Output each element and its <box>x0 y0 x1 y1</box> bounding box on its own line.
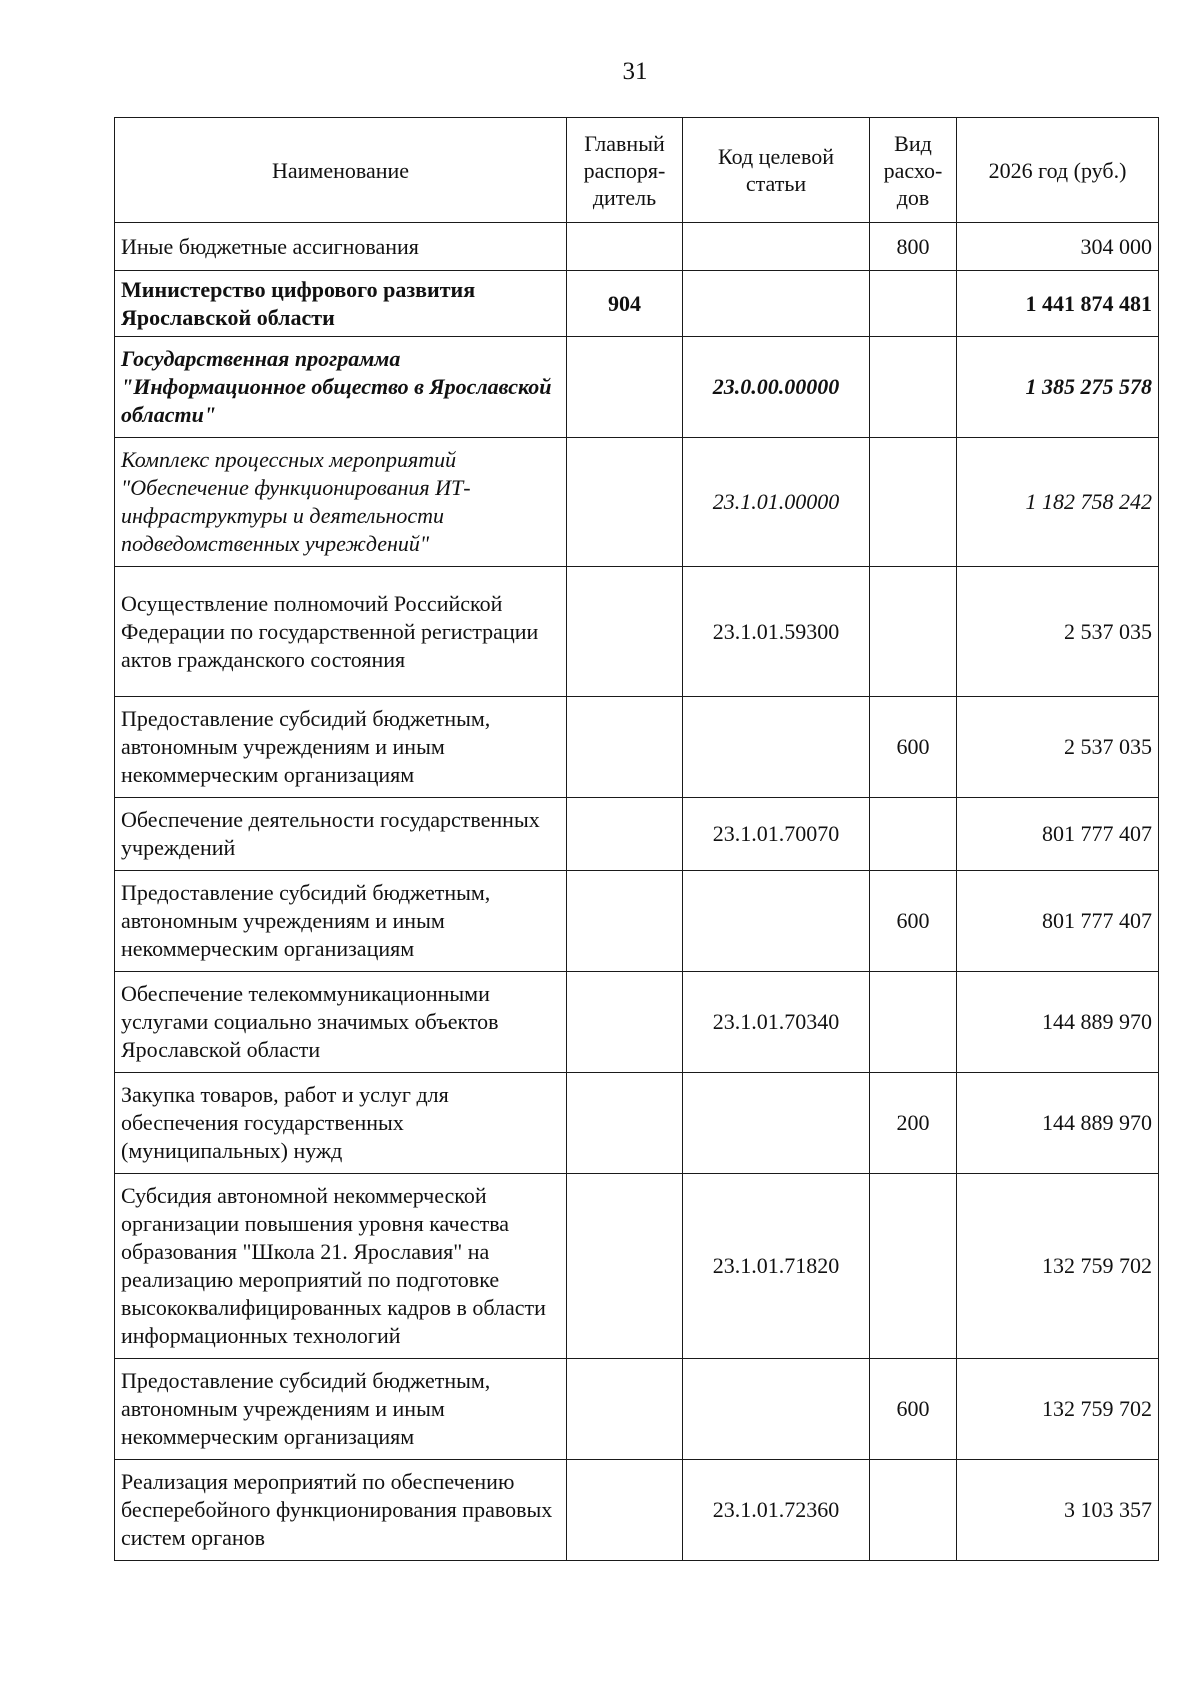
cell-amount: 1 385 275 578 <box>957 337 1159 438</box>
cell-name: Предоставление субсидий бюджетным, автономным учреждениям и иным некоммерческим организациям <box>115 871 567 972</box>
cell-kind <box>870 798 957 871</box>
cell-admin <box>567 223 683 271</box>
table-row <box>115 1359 1159 1460</box>
cell-code <box>683 223 870 271</box>
cell-name: Иные бюджетные ассигнования <box>115 223 567 271</box>
cell-code <box>683 271 870 337</box>
cell-amount: 1 182 758 242 <box>957 438 1159 567</box>
cell-code <box>683 1073 870 1174</box>
cell-code: 23.1.01.71820 <box>683 1174 870 1359</box>
cell-admin <box>567 697 683 798</box>
table-row <box>115 798 1159 871</box>
cell-admin <box>567 567 683 697</box>
cell-amount: 144 889 970 <box>957 1073 1159 1174</box>
table-row <box>115 337 1159 438</box>
header-admin: Главный распоря-дитель <box>567 118 683 223</box>
cell-name: Предоставление субсидий бюджетным, автономным учреждениям и иным некоммерческим организациям <box>115 697 567 798</box>
cell-code: 23.1.01.70070 <box>683 798 870 871</box>
table-row <box>115 567 1159 697</box>
budget-table <box>114 117 1159 1561</box>
table-row <box>115 697 1159 798</box>
cell-admin <box>567 1174 683 1359</box>
header-name: Наименование <box>115 118 567 223</box>
header-code: Код целевой статьи <box>683 118 870 223</box>
cell-code: 23.1.01.00000 <box>683 438 870 567</box>
cell-kind <box>870 337 957 438</box>
table-row <box>115 1073 1159 1174</box>
cell-code <box>683 697 870 798</box>
header-amount: 2026 год (руб.) <box>957 118 1159 223</box>
cell-code: 23.0.00.00000 <box>683 337 870 438</box>
table-row <box>115 1174 1159 1359</box>
cell-code <box>683 871 870 972</box>
cell-code: 23.1.01.59300 <box>683 567 870 697</box>
cell-amount: 801 777 407 <box>957 798 1159 871</box>
cell-amount: 132 759 702 <box>957 1174 1159 1359</box>
cell-name: Государственная программа "Информационное общество в Ярославской области" <box>115 337 567 438</box>
cell-kind: 200 <box>870 1073 957 1174</box>
cell-name: Предоставление субсидий бюджетным, автономным учреждениям и иным некоммерческим организациям <box>115 1359 567 1460</box>
cell-amount: 3 103 357 <box>957 1460 1159 1561</box>
cell-name: Министерство цифрового развития Ярославской области <box>115 271 567 337</box>
cell-name: Субсидия автономной некоммерческой организации повышения уровня качества образования "Школа 21. Ярославия" на реализацию мероприятий по подготовке высококвалифицированных кадров в области информационных технологий <box>115 1174 567 1359</box>
cell-name: Обеспечение телекоммуникационными услугами социально значимых объектов Ярославской области <box>115 972 567 1073</box>
cell-amount: 304 000 <box>957 223 1159 271</box>
cell-admin <box>567 337 683 438</box>
cell-code: 23.1.01.72360 <box>683 1460 870 1561</box>
cell-kind <box>870 567 957 697</box>
table-row <box>115 438 1159 567</box>
cell-code: 23.1.01.70340 <box>683 972 870 1073</box>
table-row <box>115 271 1159 337</box>
cell-admin <box>567 1359 683 1460</box>
cell-kind <box>870 972 957 1073</box>
cell-admin: 904 <box>567 271 683 337</box>
table-row <box>115 972 1159 1073</box>
header-kind: Вид расхо-дов <box>870 118 957 223</box>
table-row <box>115 1460 1159 1561</box>
cell-admin <box>567 972 683 1073</box>
table-header-row <box>115 118 1159 223</box>
cell-name: Обеспечение деятельности государственных учреждений <box>115 798 567 871</box>
cell-name: Реализация мероприятий по обеспечению бесперебойного функционирования правовых систем органов <box>115 1460 567 1561</box>
cell-kind <box>870 438 957 567</box>
table-row <box>115 871 1159 972</box>
cell-admin <box>567 871 683 972</box>
cell-amount: 2 537 035 <box>957 697 1159 798</box>
table-row <box>115 223 1159 271</box>
cell-admin <box>567 438 683 567</box>
cell-amount: 1 441 874 481 <box>957 271 1159 337</box>
cell-amount: 2 537 035 <box>957 567 1159 697</box>
cell-kind: 600 <box>870 697 957 798</box>
cell-kind <box>870 1460 957 1561</box>
cell-kind: 600 <box>870 871 957 972</box>
cell-name: Закупка товаров, работ и услуг для обеспечения государственных (муниципальных) нужд <box>115 1073 567 1174</box>
cell-kind <box>870 271 957 337</box>
cell-admin <box>567 1073 683 1174</box>
cell-name: Осуществление полномочий Российской Федерации по государственной регистрации актов гражданского состояния <box>115 567 567 697</box>
cell-name: Комплекс процессных мероприятий "Обеспечение функционирования ИТ-инфраструктуры и деятельности подведомственных учреждений" <box>115 438 567 567</box>
cell-kind: 600 <box>870 1359 957 1460</box>
cell-admin <box>567 1460 683 1561</box>
cell-amount: 801 777 407 <box>957 871 1159 972</box>
cell-kind <box>870 1174 957 1359</box>
page-number: 31 <box>622 58 648 85</box>
cell-kind: 800 <box>870 223 957 271</box>
cell-admin <box>567 798 683 871</box>
cell-amount: 144 889 970 <box>957 972 1159 1073</box>
cell-code <box>683 1359 870 1460</box>
cell-amount: 132 759 702 <box>957 1359 1159 1460</box>
